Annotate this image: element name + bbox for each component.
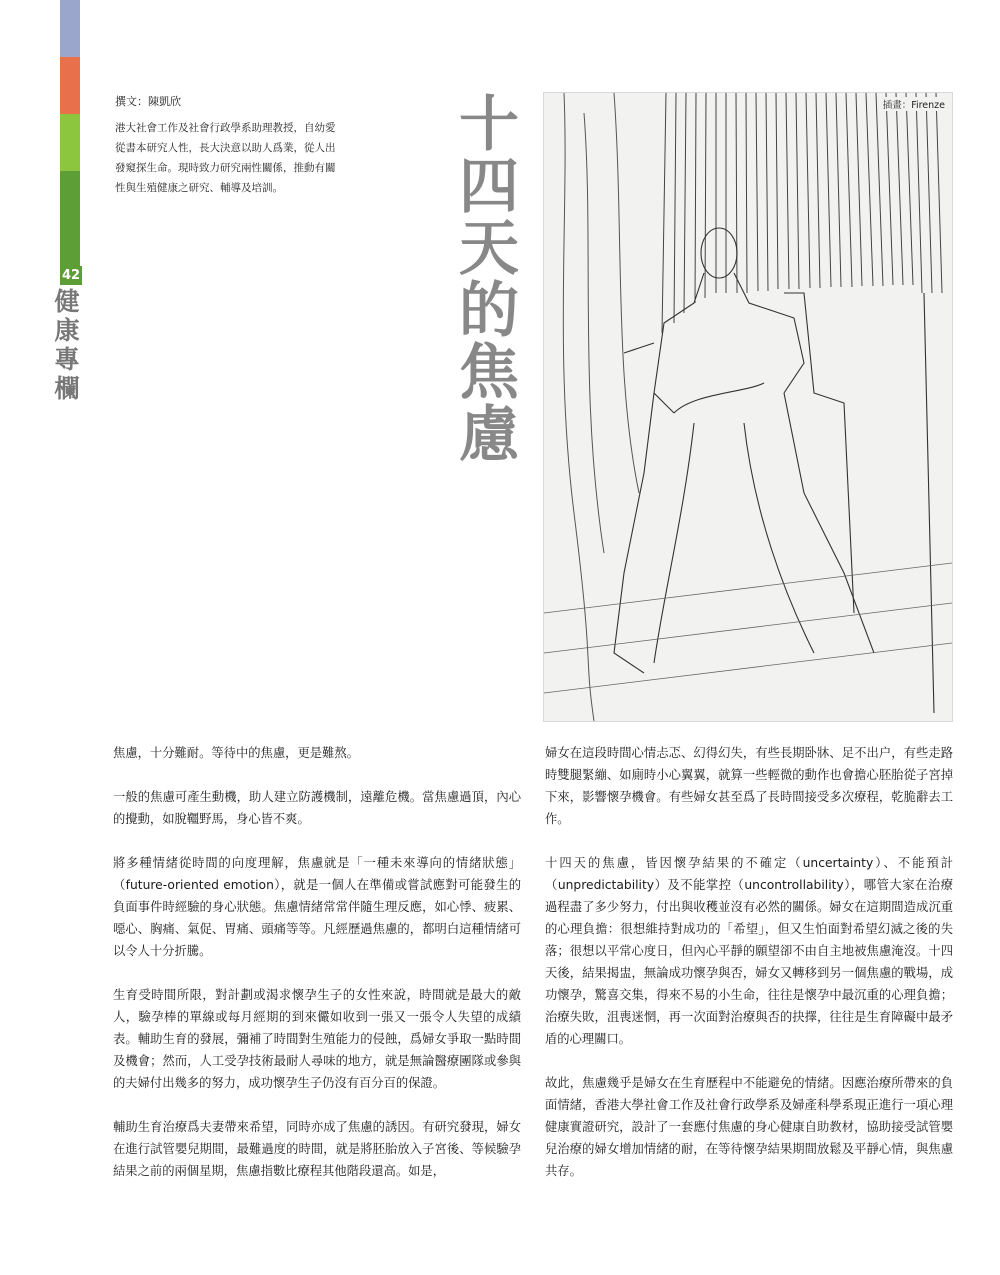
author-byline: 撰文：陳凱欣 (115, 95, 181, 108)
sidebar-color-bar-lime (60, 114, 80, 171)
sketch-seated-figure-icon (544, 93, 952, 721)
body-paragraph: 輔助生育治療爲夫妻帶來希望，同時亦成了焦慮的誘因。有研究發現，婦女在進行試管嬰兒期間，最難過度的時間，就是將胚胎放入子宮後、等候驗孕結果之前的兩個星期，焦慮指數比療程其他階段還高。如是， (113, 1120, 521, 1178)
body-paragraph: 生育受時間所限，對計劃或渴求懷孕生子的女性來說，時間就是最大的敵人，驗孕棒的單線或每月經期的到來儼如收到一張又一張令人失望的成績表。輔助生育的發展，彌補了時間對生殖能力的侵蝕，爲婦女爭取一點時間及機會；然而，人工受孕技術最耐人尋味的地方，就是無論醫療團隊或參與的夫婦付出幾多的努力，成功懷孕生子仍沒有百分百的保證。 (113, 988, 521, 1090)
body-paragraph: 十四天的焦慮，皆因懷孕結果的不確定（uncertainty）、不能預計（unpredictability）及不能掌控（uncontrollability），哪管大家在治療過程盡了多少努力，付出與收穫並沒有必然的關係。婦女在這期間造成沉重的心理負擔：很想維持對成功的「希望」，但又生怕面對希望幻滅之後的失落；很想以平常心度日，但內心平靜的願望卻不由自主地被焦慮淹沒。十四天後，結果揭盅，無論成功懷孕與否，婦女又轉移到另一個焦慮的戰場，成功懷孕，驚喜交集，得來不易的小生命，往往是懷孕中最沉重的心理負擔；治療失敗，沮喪迷惘，再一次面對治療與否的抉擇，往往是生育障礙中最矛盾的心理關口。 (545, 856, 953, 1046)
body-paragraph: 一般的焦慮可產生動機，助人建立防護機制，遠離危機。當焦慮過頂，內心的攪動，如脫韁野馬，身心皆不爽。 (113, 790, 521, 826)
body-paragraph: 將多種情緒從時間的向度理解，焦慮就是「一種未來導向的情緒狀態」（future-oriented emotion），就是一個人在準備或嘗試應對可能發生的負面事件時經驗的身心狀態。焦慮情緒常常伴隨生理反應，如心悸、疲累、噁心、胸痛、氣促、胃痛、頭痛等等。凡經歷過焦慮的，都明白這種情緒可以令人十分折騰。 (113, 856, 521, 958)
sidebar-color-bar-orange (60, 57, 80, 114)
article-body-right-column (545, 742, 953, 1204)
illustration-credit: 插畫：Firenze (880, 97, 948, 111)
article-illustration (543, 92, 953, 722)
column-label: 健康專欄 (51, 288, 80, 404)
body-paragraph: 故此，焦慮幾乎是婦女在生育歷程中不能避免的情緒。因應治療所帶來的負面情緒，香港大學社會工作及社會行政學系及婦產科學系現正進行一項心理健康實證研究，設計了一套應付焦慮的身心健康自助教材，協助接受試管嬰兒治療的婦女增加情緒的耐，在等待懷孕結果期間放鬆及平靜心情，與焦慮共存。 (545, 1076, 953, 1178)
sidebar-color-bar-green (60, 171, 80, 271)
author-bio: 港大社會工作及社會行政學系助理教授，自幼愛從書本研究人性，長大決意以助人爲業，從人出發窺探生命。現時致力研究兩性關係，推動有關性與生殖健康之研究、輔導及培訓。 (115, 122, 336, 194)
body-paragraph: 焦慮，十分難耐。等待中的焦慮，更是難熬。 (113, 746, 359, 760)
page-number: 42 (61, 268, 81, 283)
body-paragraph: 婦女在這段時間心情忐忑、幻得幻失，有些長期卧牀、足不出户，有些走路時雙腿緊繃、如廁時小心翼翼，就算一些輕微的動作也會擔心胚胎從子宮掉下來，影響懷孕機會。有些婦女甚至爲了長時間接受多次療程，乾脆辭去工作。 (545, 746, 953, 826)
article-headline: 十四天的焦慮 (449, 92, 519, 464)
sidebar-color-bar-blue (60, 0, 80, 57)
article-body-left-column (113, 742, 521, 1204)
